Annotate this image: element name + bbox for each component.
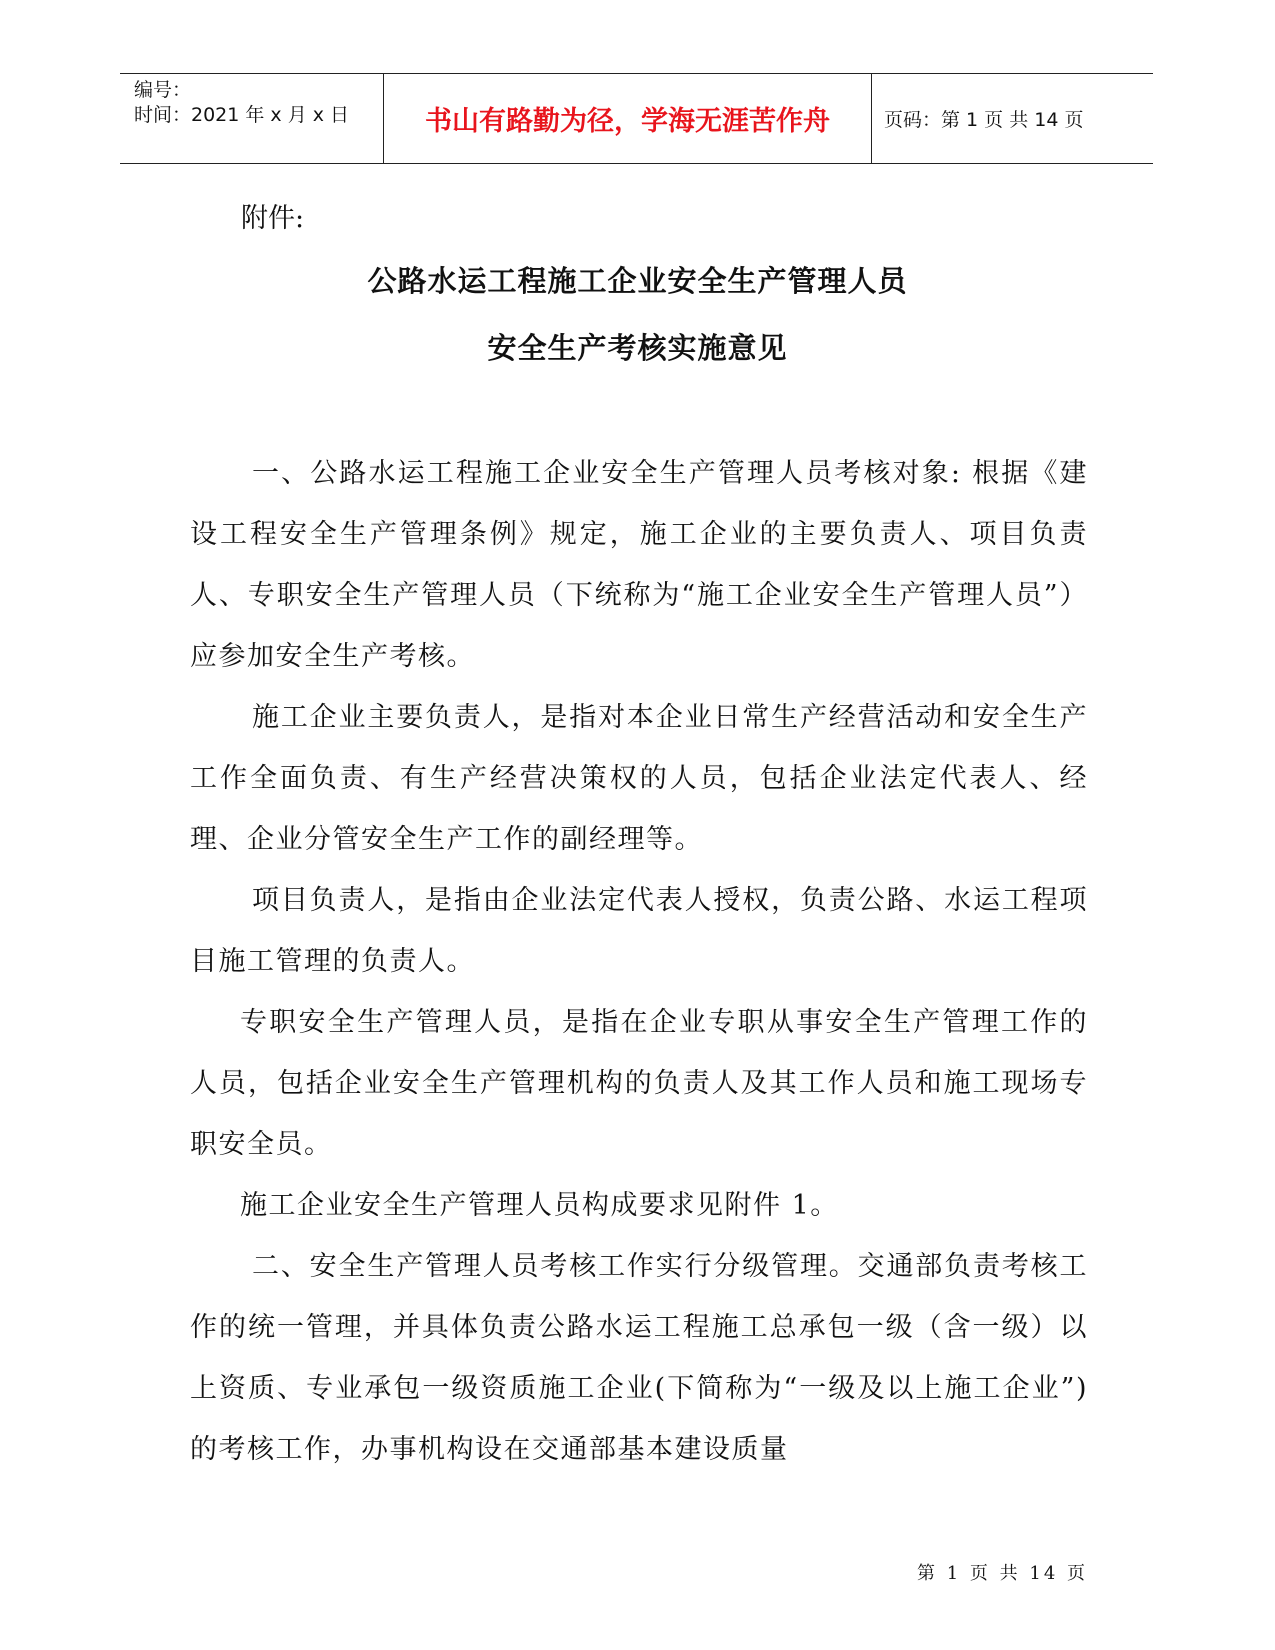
header-page-label: 页码：第 1 页 共 14 页 [884,109,1084,131]
paragraph-3: 项目负责人，是指由企业法定代表人授权，负责公路、水运工程项目施工管理的负责人。 [190,885,1088,977]
attachment-label: 附件: [241,203,305,234]
time-label: 时间：2021 年 x 月 x 日 [134,104,350,126]
header-motto: 书山有路勤为径，学海无涯苦作舟 [384,74,872,163]
document-title-line1: 公路水运工程施工企业安全生产管理人员 [367,264,908,298]
paragraph-1: 一、公路水运工程施工企业安全生产管理人员考核对象: 根据《建设工程安全生产管理条例》规定，施工企业的主要负责人、项目负责人、专职安全生产管理人员（下统称为“施工企业安全生产管理人员”）应参加安全生产考核。 [190,458,1088,672]
paragraph-6: 二、安全生产管理人员考核工作实行分级管理。交通部负责考核工作的统一管理，并具体负责公路水运工程施工总承包一级（含一级）以上资质、专业承包一级资质施工企业(下简称为“一级及以上施工企业”)的考核工作，办事机构设在交通部基本建设质量 [190,1251,1088,1465]
document-title-line2: 安全生产考核实施意见 [487,331,788,365]
paragraph-2: 施工企业主要负责人，是指对本企业日常生产经营活动和安全生产工作全面负责、有生产经营决策权的人员，包括企业法定代表人、经理、企业分管安全生产工作的副经理等。 [190,702,1088,855]
document-body [190,443,1088,1480]
header-meta [120,74,384,163]
page-footer: 第 1 页 共 14 页 [917,1563,1088,1584]
document-header [120,73,1153,164]
paragraph-4: 专职安全生产管理人员，是指在企业专职从事安全生产管理工作的人员，包括企业安全生产管理机构的负责人及其工作人员和施工现场专职安全员。 [190,1007,1088,1160]
paragraph-5: 施工企业安全生产管理人员构成要求见附件 1。 [240,1190,839,1221]
number-label: 编号： [134,79,192,101]
